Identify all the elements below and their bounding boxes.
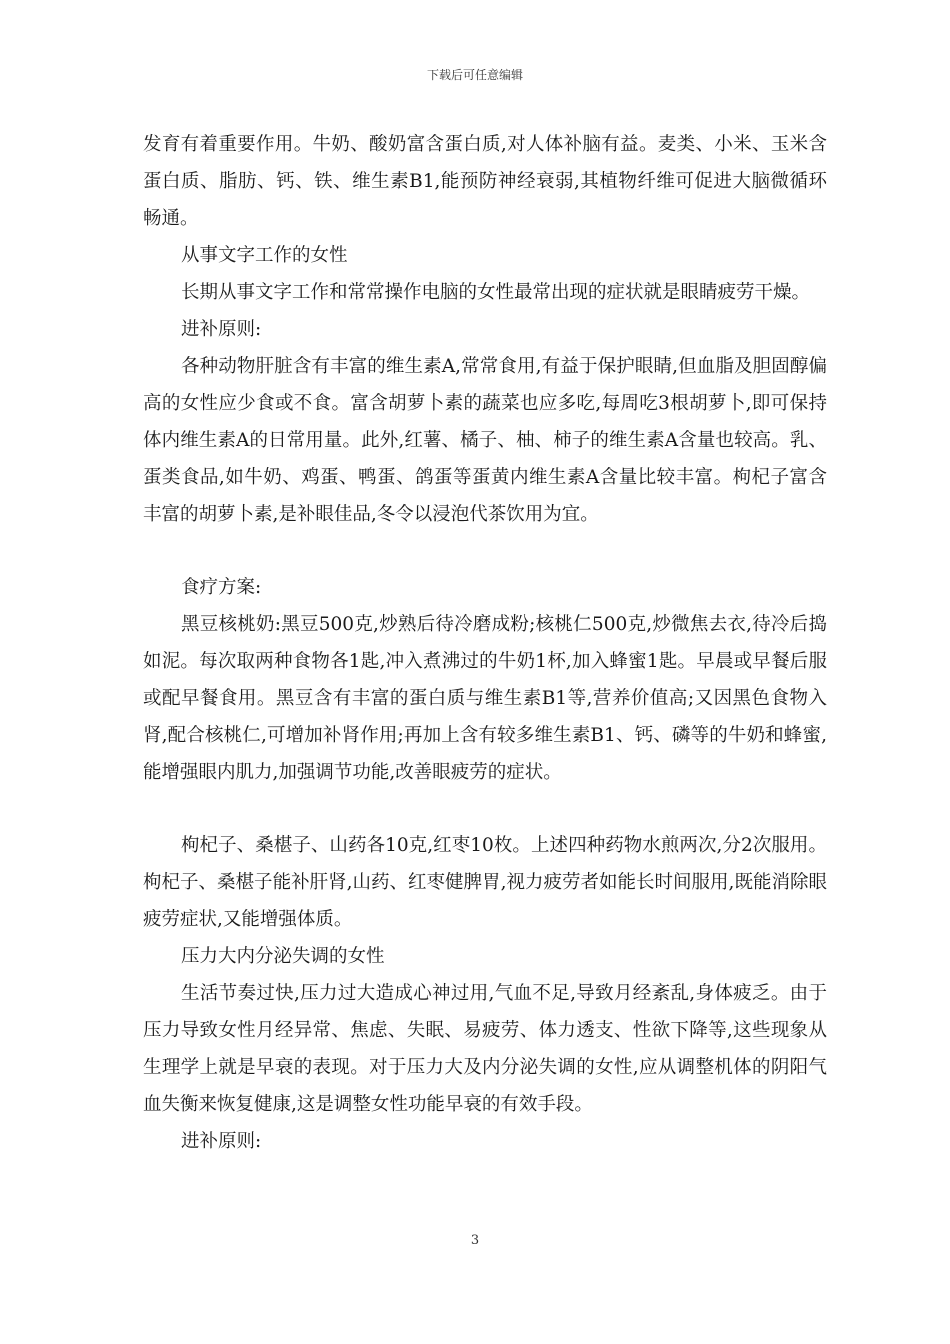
- paragraph-stress-symptoms: 生活节奏过快,压力过大造成心神过用,气血不足,导致月经紊乱,身体疲乏。由于压力导致女性月经异常、焦虑、失眠、易疲劳、体力透支、性欲下降等,这些现象从生理学上就是早衰的表现。对于压力大及内分泌失调的女性,应从调整机体的阴阳气血失衡来恢复健康,这是调整女性功能早衰的有效手段。: [143, 983, 827, 1115]
- page-number: 3: [470, 1233, 480, 1248]
- paragraph-eye-fatigue: 长期从事文字工作和常常操作电脑的女性最常出现的症状就是眼睛疲劳干燥。: [181, 282, 811, 303]
- paragraph-nutrition-continued: 发育有着重要作用。牛奶、酸奶富含蛋白质,对人体补脑有益。麦类、小米、玉米含蛋白质、脂肪、钙、铁、维生素B1,能预防神经衰弱,其植物纤维可促进大脑微循环畅通。: [143, 134, 827, 229]
- page-header: 下载后可任意编辑: [426, 68, 523, 82]
- body-text: [143, 126, 827, 1160]
- paragraph-vitamin-a: 各种动物肝脏含有丰富的维生素A,常常食用,有益于保护眼睛,但血脂及胆固醇偏高的女性应少食或不食。富含胡萝卜素的蔬菜也应多吃,每周吃3根胡萝卜,即可保持体内维生素A的日常用量。此外,红薯、橘子、柚、柿子的维生素A含量也较高。乳、蛋类食品,如牛奶、鸡蛋、鸭蛋、鸽蛋等蛋黄内维生素A含量比较丰富。枸杞子富含丰富的胡萝卜素,是补眼佳品,冬令以浸泡代茶饮用为宜。: [143, 356, 827, 525]
- section-heading-text-workers: 从事文字工作的女性: [181, 245, 348, 266]
- section-heading-stress-endocrine: 压力大内分泌失调的女性: [181, 946, 385, 967]
- paragraph-black-bean-walnut-milk: 黑豆核桃奶:黑豆500克,炒熟后待冷磨成粉;核桃仁500克,炒微焦去衣,待冷后捣如泥。每次取两种食物各1匙,冲入煮沸过的牛奶1杯,加入蜂蜜1匙。早晨或早餐后服或配早餐食用。黑豆含有丰富的蛋白质与维生素B1等,营养价值高;又因黑色食物入肾,配合核桃仁,可增加补肾作用;再加上含有较多维生素B1、钙、磷等的牛奶和蜂蜜,能增强眼内肌力,加强调节功能,改善眼疲劳的症状。: [143, 614, 827, 783]
- subheading-supplement-principle: 进补原则:: [181, 319, 262, 340]
- subheading-supplement-principle-2: 进补原则:: [181, 1131, 262, 1152]
- paragraph-goji-mulberry-recipe: 枸杞子、桑椹子、山药各10克,红枣10枚。上述四种药物水煎两次,分2次服用。枸杞子、桑椹子能补肝肾,山药、红枣健脾胃,视力疲劳者如能长时间服用,既能消除眼疲劳症状,又能增强体质。: [143, 835, 827, 930]
- subheading-diet-plan: 食疗方案:: [181, 577, 262, 598]
